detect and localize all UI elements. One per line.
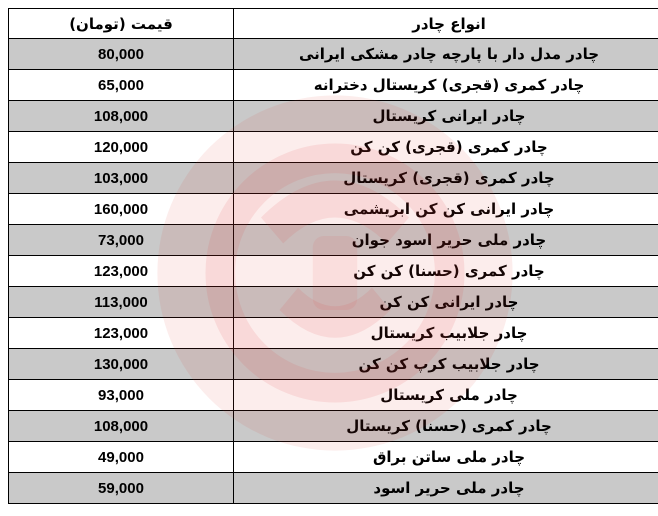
chador-name-cell: چادر جلابیب کریستال [234, 318, 658, 349]
price-cell: 120,000 [9, 132, 234, 163]
table-row [9, 473, 658, 504]
table-row [9, 163, 658, 194]
table-row [9, 101, 658, 132]
table-row [9, 411, 658, 442]
price-cell: 108,000 [9, 411, 234, 442]
chador-price-table [8, 8, 658, 504]
table-row [9, 194, 658, 225]
chador-name-cell: چادر ایرانی کریستال [234, 101, 658, 132]
table-row [9, 349, 658, 380]
chador-name-cell: چادر کمری (قجری) کریستال [234, 163, 658, 194]
table-row [9, 318, 658, 349]
price-cell: 73,000 [9, 225, 234, 256]
chador-name-cell: چادر ملی حریر اسود [234, 473, 658, 504]
chador-name-cell: چادر مدل دار با پارچه چادر مشکی ایرانی [234, 39, 658, 70]
chador-name-cell: چادر جلابیب کرپ کن کن [234, 349, 658, 380]
header-chador-types: انواع چادر [234, 9, 658, 39]
price-cell: 160,000 [9, 194, 234, 225]
price-cell: 80,000 [9, 39, 234, 70]
header-price-toman: قیمت (تومان) [9, 9, 234, 39]
price-cell: 93,000 [9, 380, 234, 411]
price-cell: 123,000 [9, 318, 234, 349]
price-cell: 108,000 [9, 101, 234, 132]
chador-name-cell: چادر ایرانی کن کن ابریشمی [234, 194, 658, 225]
table-row [9, 287, 658, 318]
table-row [9, 380, 658, 411]
table-row [9, 225, 658, 256]
price-cell: 49,000 [9, 442, 234, 473]
price-cell: 113,000 [9, 287, 234, 318]
chador-name-cell: چادر ملی کریستال [234, 380, 658, 411]
chador-name-cell: چادر کمری (قجری) کریستال دخترانه [234, 70, 658, 101]
price-cell: 59,000 [9, 473, 234, 504]
table-row [9, 442, 658, 473]
price-cell: 130,000 [9, 349, 234, 380]
price-cell: 103,000 [9, 163, 234, 194]
price-cell: 123,000 [9, 256, 234, 287]
chador-name-cell: چادر کمری (قجری) کن کن [234, 132, 658, 163]
header-row [9, 9, 658, 39]
price-cell: 65,000 [9, 70, 234, 101]
chador-name-cell: چادر کمری (حسنا) کن کن [234, 256, 658, 287]
chador-name-cell: چادر کمری (حسنا) کریستال [234, 411, 658, 442]
chador-name-cell: چادر ملی ساتن براق [234, 442, 658, 473]
table-row [9, 39, 658, 70]
table-row [9, 132, 658, 163]
chador-name-cell: چادر ملی حریر اسود جوان [234, 225, 658, 256]
table-row [9, 256, 658, 287]
chador-name-cell: چادر ایرانی کن کن [234, 287, 658, 318]
table-row [9, 70, 658, 101]
